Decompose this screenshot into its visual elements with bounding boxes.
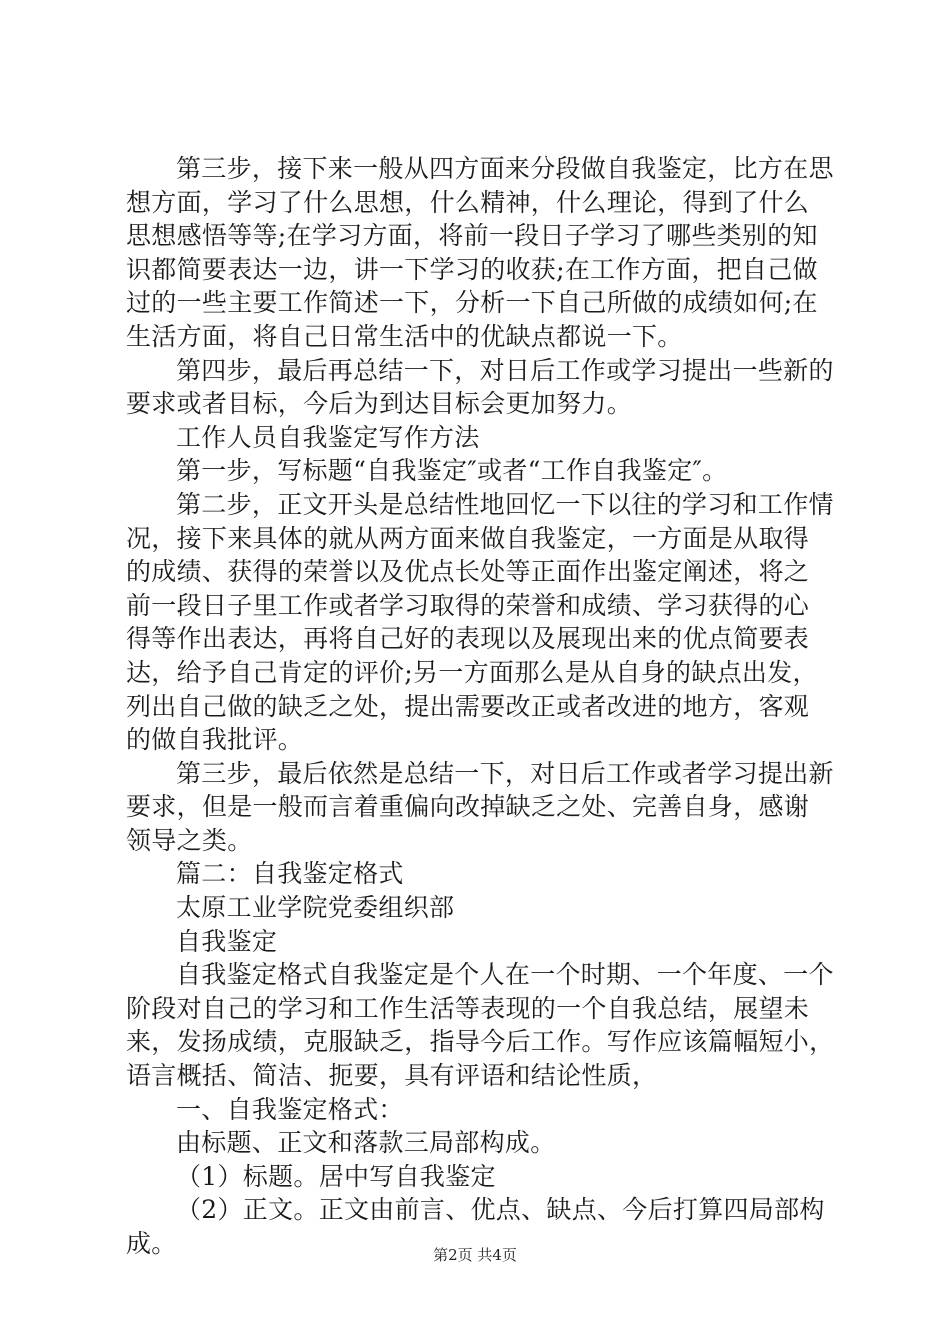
text-line: 一、自我鉴定格式： [176,1094,404,1124]
text-line: 太原工业学院党委组织部 [176,893,455,923]
text-line: 第三步，最后依然是总结一下，对日后工作或者学习提出新 [176,758,834,788]
text-line: 要求或者目标，今后为到达目标会更加努力。 [126,389,633,419]
text-line: 想方面，学习了什么思想，什么精神，什么理论，得到了什么 [126,187,810,217]
text-line: 前一段日子里工作或者学习取得的荣誉和成绩、学习获得的心 [126,590,810,620]
text-line: 的做自我批评。 [126,725,304,755]
text-line: 成。 [126,1229,177,1258]
text-line: 领导之类。 [126,825,253,855]
text-line: 列出自己做的缺乏之处，提出需要改正或者改进的地方，客观 [126,691,810,721]
text-line: （1）标题。居中写自我鉴定 [176,1161,496,1191]
text-line: 要求，但是一般而言着重偏向改掉缺乏之处、完善自身，感谢 [126,792,810,822]
text-line: 况，接下来具体的就从两方面来做自我鉴定，一方面是从取得 [126,523,810,553]
text-line: 阶段对自己的学习和工作生活等表现的一个自我总结，展望未 [126,993,810,1023]
text-line: 自我鉴定 [176,926,278,956]
text-line: 第二步，正文开头是总结性地回忆一下以往的学习和工作情 [176,489,834,519]
page-footer [0,1244,950,1265]
text-line: （2）正文。正文由前言、优点、缺点、今后打算四局部构 [176,1195,825,1225]
text-line: 自我鉴定格式自我鉴定是个人在一个时期、一个年度、一个 [176,960,834,990]
text-line: 生活方面，将自己日常生活中的优缺点都说一下。 [126,321,683,351]
text-line: 思想感悟等等;在学习方面，将前一段日子学习了哪些类别的知 [126,221,818,251]
text-line: 达，给予自己肯定的评价;另一方面那么是从自身的缺点出发， [126,657,818,687]
text-line: 第三步，接下来一般从四方面来分段做自我鉴定，比方在思 [176,154,834,183]
text-line: 工作人员自我鉴定写作方法 [176,422,480,452]
text-line: 的成绩、获得的荣誉以及优点长处等正面作出鉴定阐述，将之 [126,557,810,587]
document-body [126,152,835,1261]
text-line: 篇二：自我鉴定格式 [176,859,404,889]
text-line: 识都简要表达一边，讲一下学习的收获;在工作方面，把自己做 [126,254,818,284]
page-number-label: 第2页 共4页 [433,1246,517,1264]
text-line: 第四步，最后再总结一下，对日后工作或学习提出一些新的 [176,355,834,385]
text-line: 语言概括、简洁、扼要，具有评语和结论性质， [126,1061,658,1091]
text-line: 第一步，写标题“自我鉴定″或者“工作自我鉴定″。 [176,456,728,486]
text-line: 过的一些主要工作简述一下，分析一下自己所做的成绩如何;在 [126,288,818,318]
text-line: 来，发扬成绩，克服缺乏，指导今后工作。写作应该篇幅短小， [126,1027,835,1057]
text-line: 由标题、正文和落款三局部构成。 [176,1128,556,1158]
text-line: 得等作出表达，再将自己好的表现以及展现出来的优点简要表 [126,624,810,654]
